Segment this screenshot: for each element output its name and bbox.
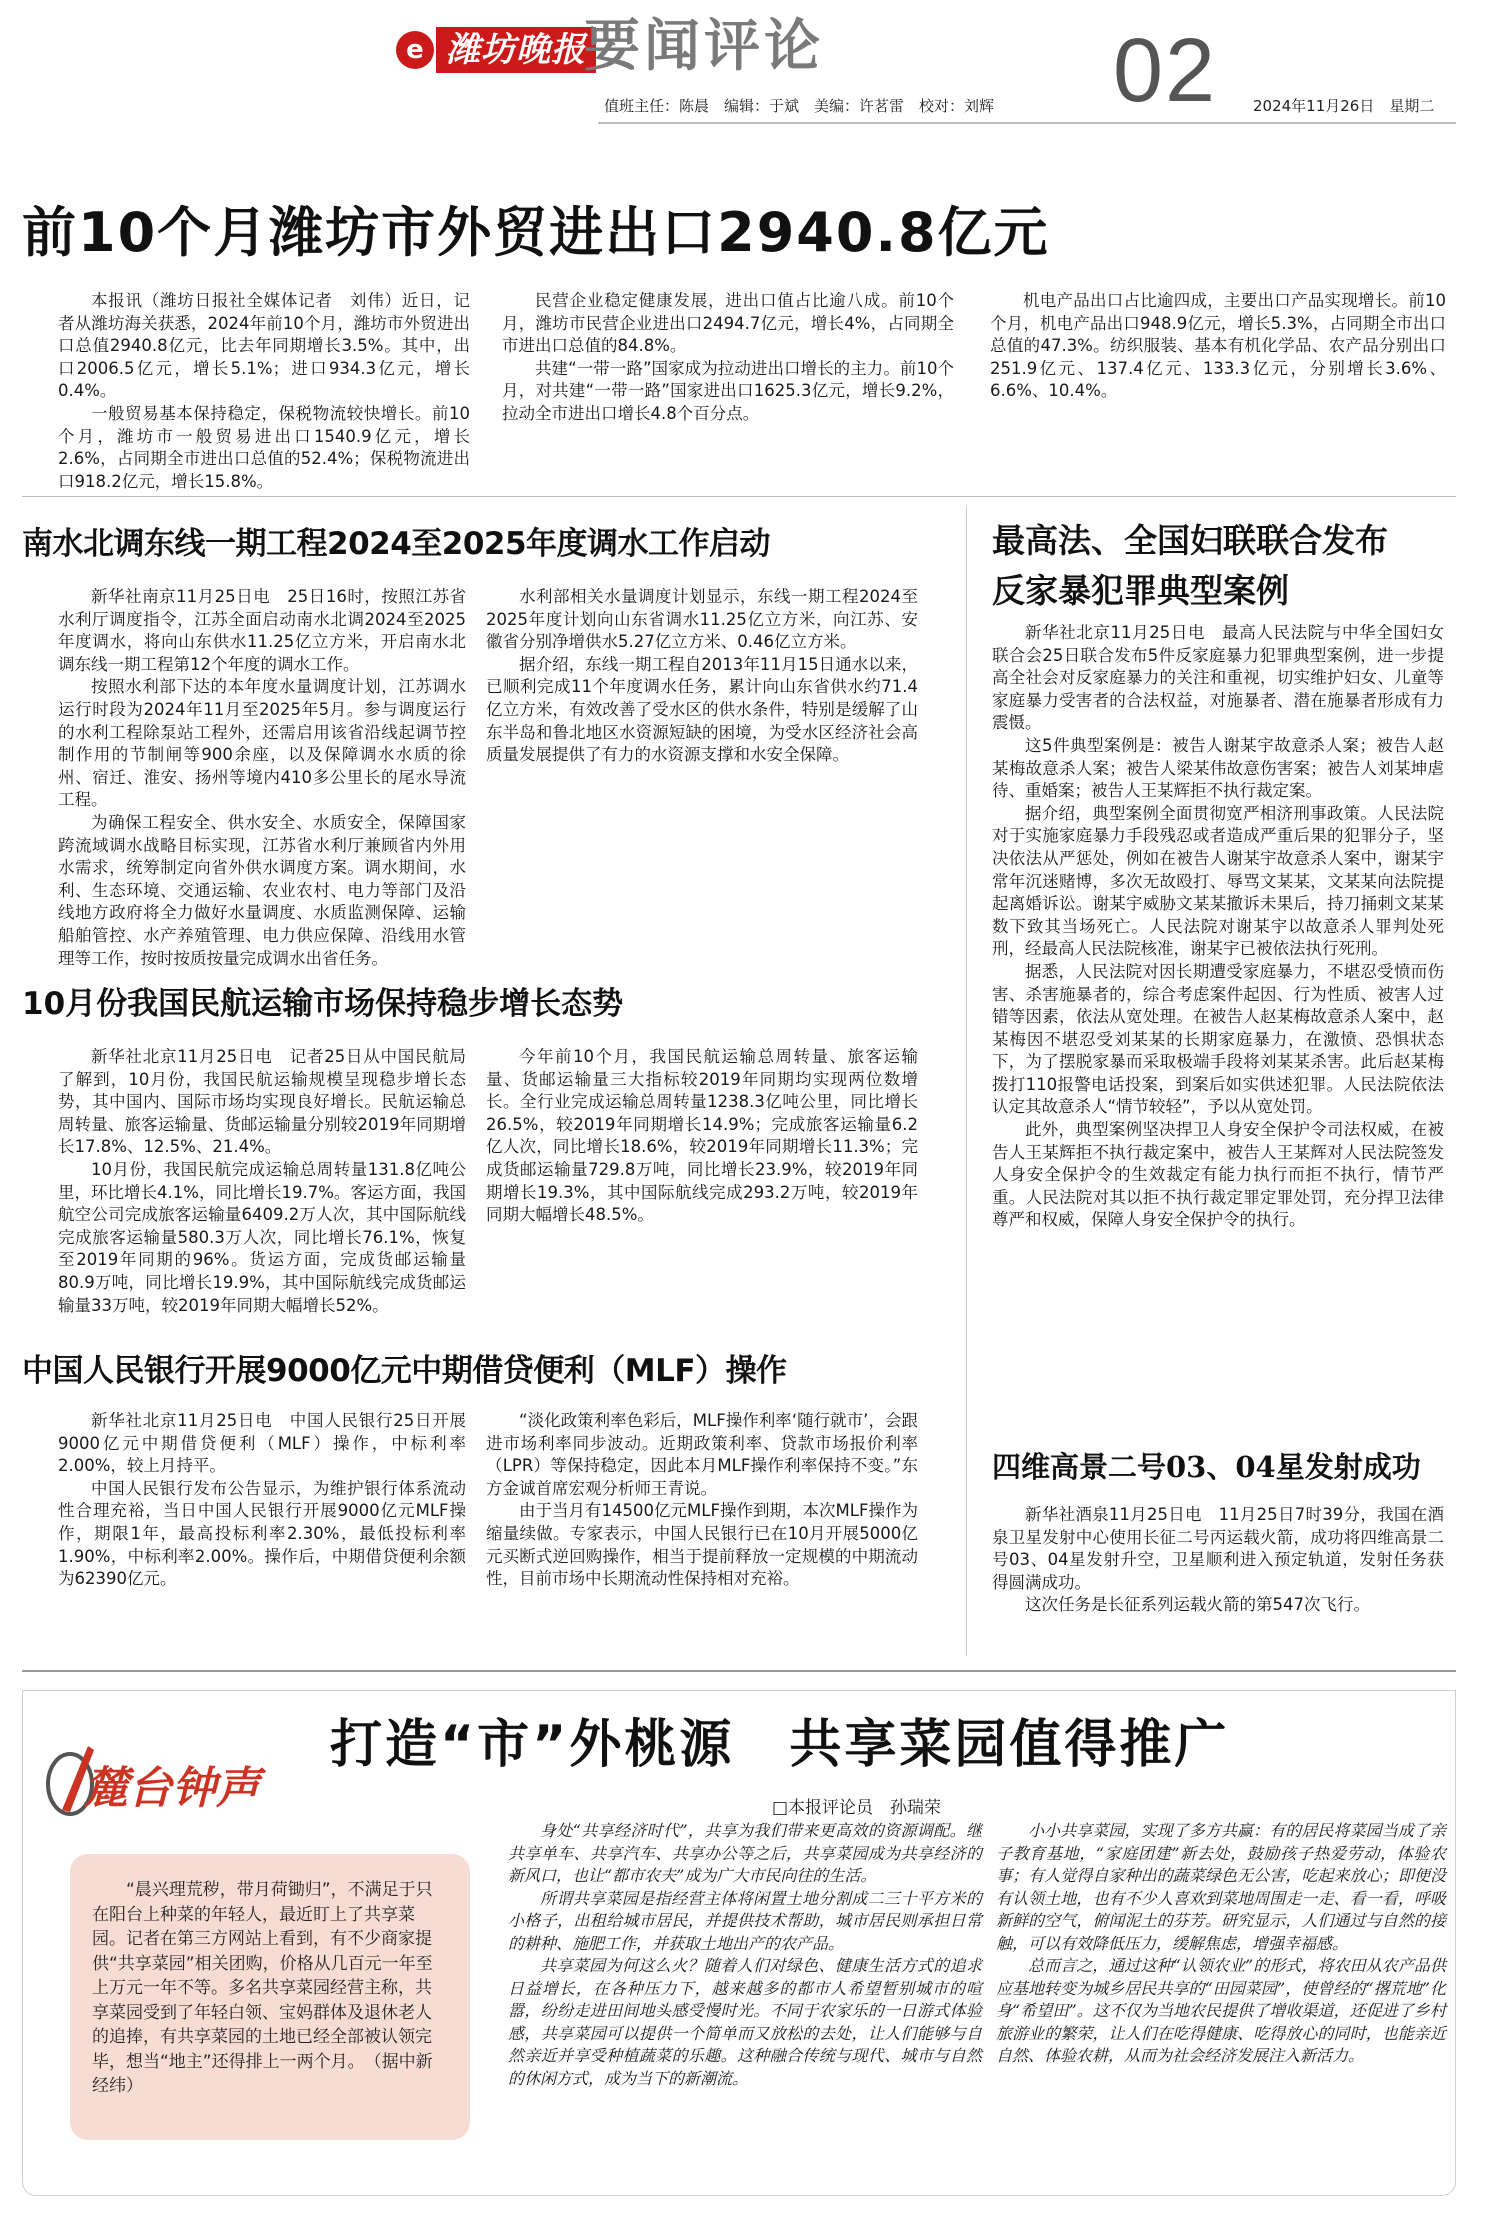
water-paragraph: 水利部相关水量调度计划显示，东线一期工程2024至2025年度计划向山东省调水11.25亿立方米，向江苏、安徽省分别净增供水5.27亿立方米、0.46亿立方米。 xyxy=(486,587,918,652)
lead-paragraph: 共建“一带一路”国家成为拉动进出口增长的主力。前10个月，对共建“一带一路”国家进出口1625.3亿元，增长9.2%，拉动全市进出口增长4.8个百分点。 xyxy=(502,358,954,423)
aviation-col-2 xyxy=(486,1046,918,1227)
mlf-col-1 xyxy=(58,1410,466,1591)
domestic-paragraph: 据介绍，典型案例全面贯彻宽严相济刑事政策。人民法院对于实施家庭暴力手段残忍或者造成严重后果的犯罪分子，坚决依法从严惩处，例如在被告人谢某宇故意杀人案中，谢某宇常年沉迷赌博，多次无故殴打、辱骂文某某，文某某向法院提起离婚诉讼。谢某宇威胁文某某撤诉未果后，持刀捅刺文某某数下致其当场死亡。人民法院对谢某宇以故意杀人罪判处死刑，经最高人民法院核准，谢某宇已被依法执行死刑。 xyxy=(992,803,1444,959)
domestic-headline-line: 反家暴犯罪典型案例 xyxy=(992,571,1289,610)
domestic-paragraph: 此外，典型案例坚决捍卫人身安全保护令司法权威，在被告人王某辉拒不执行裁定案中，被告人王某辉对人民法院签发人身安全保护令的生效裁定有能力执行而拒不执行，情节严重。人民法院对其以拒不执行裁定罪定罪处罚，充分捍卫法律尊严和权威，保障人身安全保护令的执行。 xyxy=(992,1120,1444,1230)
mlf-paragraph: 由于当月有14500亿元MLF操作到期，本次MLF操作为缩量续做。专家表示，中国人民银行已在10月开展5000亿元买断式逆回购操作，相当于提前释放一定规模的中期流动性，目前市场中长期流动性保持相对充裕。 xyxy=(486,1501,918,1589)
mlf-paragraph: 新华社北京11月25日电 中国人民银行25日开展9000亿元中期借贷便利（MLF）操作，中标利率2.00%，较上月持平。 xyxy=(58,1411,466,1476)
page-number: 02 xyxy=(1113,21,1218,121)
section-title: 要闻评论 xyxy=(584,13,824,79)
aviation-paragraph: 今年前10个月，我国民航运输总周转量、旅客运输量、货邮运输量三大指标较2019年同期均实现两位数增长。全行业完成运输总周转量1238.3亿吨公里，同比增长26.5%，较2019年同期增长14.9%；完成旅客运输量6.2亿人次，同比增长18.6%，较2019年同期增长11.3%；完成货邮运输量729.8万吨，同比增长23.9%，较2019年同期增长19.3%，其中国际航线完成293.2万吨，较2019年同期大幅增长48.5%。 xyxy=(486,1047,918,1225)
opinion-paragraph: 小小共享菜园，实现了多方共赢：有的居民将菜园当成了亲子教育基地，“家庭团建”新去处，鼓励孩子热爱劳动，体验农事；有人觉得自家种出的蔬菜绿色无公害，吃起来放心；即便没有认领土地，也有不少人喜欢到菜地周围走一走、看一看，呼吸新鲜的空气，俯闻泥土的芬芳。研究显示，人们通过与自然的接触，可以有效降低压力，缓解焦虑，增强幸福感。 xyxy=(996,1821,1446,1953)
satellite-body xyxy=(992,1504,1444,1617)
quote-text: “晨兴理荒秽，带月荷锄归”，不满足于只在阳台上种菜的年轻人，最近盯上了共享菜园。记者在第三方网站上看到，有不少商家提供“共享菜园”相关团购，价格从几百元一年至上万元一年不等。多名共享菜园经营主称，共享菜园受到了年轻白领、宝妈群体及退休老人的追捧，有共享菜园的土地已经全部被认领完毕，想当“地主”还得排上一两个月。 （据中新经纬） xyxy=(92,1880,433,2096)
satellite-paragraph: 新华社酒泉11月25日电 11月25日7时39分，我国在酒泉卫星发射中心使用长征二号丙运载火箭，成功将四维高景二号03、04星发射升空，卫星顺利进入预定轨道，发射任务获得圆满成功。 xyxy=(992,1505,1444,1592)
water-paragraph: 新华社南京11月25日电 25日16时，按照江苏省水利厅调度指令，江苏全面启动南水北调2024至2025年度调水，将向山东供水11.25亿立方米，开启南水北调东线一期工程第12个年度的调水工作。 xyxy=(58,587,466,674)
lead-col-1 xyxy=(58,290,470,493)
domestic-paragraph: 这5件典型案例是：被告人谢某宇故意杀人案；被告人赵某梅故意杀人案；被告人梁某伟故意伤害案；被告人刘某坤虐待、重婚案；被告人王某辉拒不执行裁定案。 xyxy=(992,735,1444,801)
domestic-headline-line: 最高法、全国妇联联合发布 xyxy=(992,521,1388,560)
lead-paragraph: 民营企业稳定健康发展，进出口值占比逾八成。前10个月，潍坊市民营企业进出口2494.7亿元，增长4%，占同期全市进出口总值的84.8%。 xyxy=(502,291,954,356)
aviation-paragraph: 新华社北京11月25日电 记者25日从中国民航局了解到，10月份，我国民航运输规模呈现稳步增长态势，其中国内、国际市场均实现良好增长。民航运输总周转量、旅客运输量、货邮运输量分别较2019年同期增长17.8%、12.5%、21.4%。 xyxy=(58,1047,466,1157)
water-headline: 南水北调东线一期工程2024至2025年度调水工作启动 xyxy=(22,526,771,562)
aviation-headline: 10月份我国民航运输市场保持稳步增长态势 xyxy=(22,986,624,1022)
column-divider xyxy=(966,506,967,1656)
paper-logo-icon: e xyxy=(396,31,434,69)
lead-col-3 xyxy=(990,290,1446,403)
masthead-rule xyxy=(598,122,1456,124)
water-paragraph: 为确保工程安全、供水安全、水质安全，保障国家跨流域调水战略目标实现，江苏省水利厅兼顾省内外用水需求，统筹制定向省外供水调度方案。调水期间，水利、生态环境、交通运输、农业农村、电力等部门及沿线地方政府将全力做好水量调度、水质监测保障、运输船舶管控、水产养殖管理、电力供应保障、沿线用水管理等工作，按时按质按量完成调水出省任务。 xyxy=(58,812,466,968)
water-col-1 xyxy=(58,586,466,976)
water-paragraph: 按照水利部下达的本年度水量调度计划，江苏调水运行时段为2024年11月至2025年5月。参与调度运行的水利工程除泵站工程外，还需启用该省沿线起调节控制作用的节制闸等900余座，以及保障调水水质的徐州、宿迁、淮安、扬州等境内410多公里长的尾水导流工程。 xyxy=(58,677,466,810)
issue-date: 2024年11月26日 星期二 xyxy=(1253,97,1435,115)
domestic-body xyxy=(992,622,1444,1232)
lead-paragraph: 本报讯（潍坊日报社全媒体记者 刘伟）近日，记者从潍坊海关获悉，2024年前10个月，潍坊市外贸进出口总值2940.8亿元，比去年同期增长3.5%。其中，出口2006.5亿元，增长5.1%；进口934.3亿元，增长0.4%。 xyxy=(58,291,470,401)
column-logo xyxy=(40,1740,300,1820)
column-name: 麓台钟声 xyxy=(84,1763,260,1814)
aviation-col-1 xyxy=(58,1046,466,1317)
domestic-paragraph: 新华社北京11月25日电 最高人民法院与中华全国妇女联合会25日联合发布5件反家庭暴力犯罪典型案例，进一步提高全社会对反家庭暴力的关注和重视，切实维护妇女、儿童等家庭暴力受害者的合法权益，对施暴者、潜在施暴者形成有力震慑。 xyxy=(992,623,1444,733)
lead-headline: 前10个月潍坊市外贸进出口2940.8亿元 xyxy=(22,201,1050,264)
mlf-headline: 中国人民银行开展9000亿元中期借贷便利（MLF）操作 xyxy=(22,1353,787,1389)
domestic-paragraph: 据悉，人民法院对因长期遭受家庭暴力，不堪忍受愤而伤害、杀害施暴者的，综合考虑案件起因、行为性质、被害人过错等因素，依法从宽处理。在被告人赵某梅故意杀人案中，赵某梅因不堪忍受刘某某的长期家庭暴力，在激愤、恐惧状态下，为了摆脱家暴而采取极端手段将刘某某杀害。此后赵某梅拨打110报警电话投案，到案后如实供述犯罪。人民法院依法认定其故意杀人“情节较轻”，予以从宽处罚。 xyxy=(992,961,1444,1117)
domestic-headline xyxy=(992,516,1462,616)
quote-box xyxy=(70,1854,470,2140)
aviation-paragraph: 10月份，我国民航完成运输总周转量131.8亿吨公里，环比增长4.1%，同比增长19.7%。客运方面，我国航空公司完成旅客运输量6409.2万人次，其中国际航线完成旅客运输量580.3万人次，同比增长76.1%，恢复至2019年同期的96%。货运方面，完成货邮运输量80.9万吨，同比增长19.9%，其中国际航线完成货邮运输量33万吨，较2019年同期大幅增长52%。 xyxy=(58,1159,466,1315)
opinion-col-1 xyxy=(508,1820,982,2090)
water-col-2 xyxy=(486,586,918,767)
satellite-headline: 四维高景二号03、04星发射成功 xyxy=(992,1450,1421,1484)
opinion-byline: □本报评论员 孙瑞荣 xyxy=(772,1798,942,1818)
opinion-paragraph: 所谓共享菜园是指经营主体将闲置土地分割成二三十平方米的小格子，出租给城市居民，并提供技术帮助，城市居民则承担日常的耕种、施肥工作，并获取土地出产的农产品。 xyxy=(508,1888,982,1953)
paper-name: 潍坊晚报 xyxy=(436,27,596,73)
opinion-paragraph: 总而言之，通过这种“认领农业”的形式，将农田从农产品供应基地转变为城乡居民共享的“田园菜园”，使曾经的“撂荒地”化身“希望田”。这不仅为当地农民提供了增收渠道，还促进了乡村旅游业的繁荣，让人们在吃得健康、吃得放心的同时，也能亲近自然、体验农耕，从而为社会经济发展注入新活力。 xyxy=(996,1956,1446,2065)
lead-paragraph: 机电产品出口占比逾四成，主要出口产品实现增长。前10个月，机电产品出口948.9亿元，增长5.3%，占同期全市出口总值的47.3%。纺织服装、基本有机化学品、农产品分别出口251.9亿元、137.4亿元、133.3亿元，分别增长3.6%、6.6%、10.4%。 xyxy=(990,291,1446,401)
staff-credits: 值班主任：陈晨 编辑：于斌 美编：许茗雷 校对：刘辉 xyxy=(604,97,995,115)
opinion-paragraph: 共享菜园为何这么火？随着人们对绿色、健康生活方式的追求日益增长，在各种压力下，越来越多的都市人希望暂别城市的喧嚣，纷纷走进田间地头感受慢时光。不同于农家乐的一日游式体验感，共享菜园可以提供一个简单而又放松的去处，让人们能够与自然亲近并享受种植蔬菜的乐趣。这种融合传统与现代、城市与自然的休闲方式，成为当下的新潮流。 xyxy=(508,1956,982,2088)
mlf-paragraph: 中国人民银行发布公告显示，为维护银行体系流动性合理充裕，当日中国人民银行开展9000亿元MLF操作，期限1年，最高投标利率2.30%，最低投标利率1.90%，中标利率2.00%。操作后，中期借贷便利余额为62390亿元。 xyxy=(58,1478,466,1589)
satellite-paragraph: 这次任务是长征系列运载火箭的第547次飞行。 xyxy=(1025,1595,1370,1615)
opinion-headline: 打造“市”外桃源 共享菜园值得推广 xyxy=(330,1715,1230,1775)
mlf-col-2 xyxy=(486,1410,918,1591)
water-paragraph: 据介绍，东线一期工程自2013年11月15日通水以来，已顺利完成11个年度调水任务，累计向山东省供水约71.4亿立方米，有效改善了受水区的供水条件，特别是缓解了山东半岛和鲁北地区水资源短缺的困境，为受水区经济社会高质量发展提供了有力的水资源支撑和水安全保障。 xyxy=(486,654,918,765)
lead-paragraph: 一般贸易基本保持稳定，保税物流较快增长。前10个月，潍坊市一般贸易进出口1540.9亿元，增长2.6%，占同期全市进出口总值的52.4%；保税物流进出口918.2亿元，增长15.8%。 xyxy=(58,403,470,491)
mlf-paragraph: “淡化政策利率色彩后，MLF操作利率‘随行就市’，会跟进市场利率同步波动。近期政策利率、贷款市场报价利率（LPR）等保持稳定，因此本月MLF操作利率保持不变。”东方金诚首席宏观分析师王青说。 xyxy=(486,1411,918,1498)
lead-col-2 xyxy=(502,290,954,426)
opinion-top-rule xyxy=(22,1670,1456,1672)
opinion-col-2 xyxy=(996,1820,1446,2068)
opinion-paragraph: 身处“共享经济时代”，共享为我们带来更高效的资源调配。继共享单车、共享汽车、共享办公等之后，共享菜园成为共享经济的新风口，也让“都市农夫”成为广大市民向往的生活。 xyxy=(508,1821,982,1885)
lead-rule xyxy=(22,496,1456,497)
